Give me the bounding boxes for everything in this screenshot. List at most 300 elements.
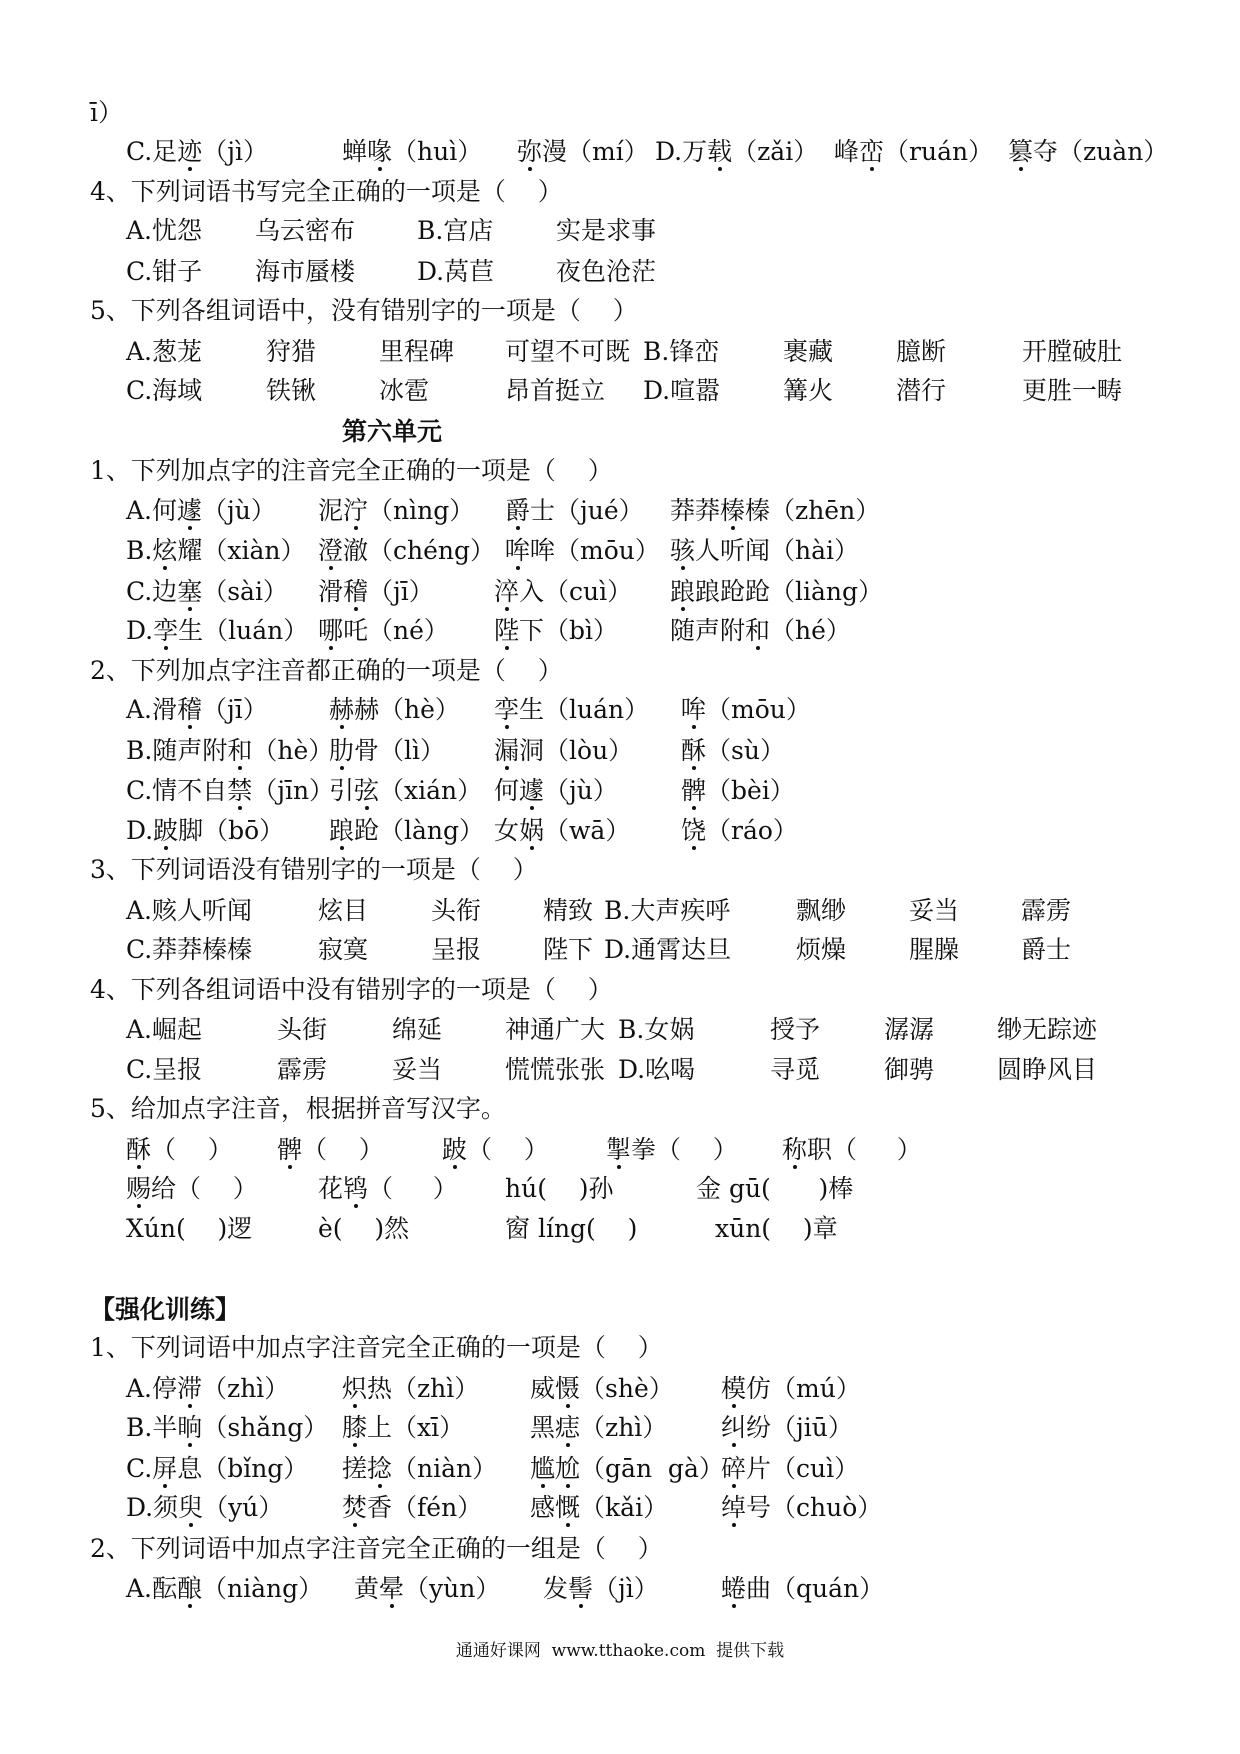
word-cell [126,776,334,806]
text-run: （bèi） [706,776,795,805]
text-run: 头衔 [431,896,482,925]
word-cell [530,1493,668,1523]
text-run: （hè） [252,736,334,765]
text-run: 寂寞 [318,935,369,964]
text-run: （nìng） [368,496,475,525]
question-stem: 2、下列词语中加点字注音完全正确的一组是（ ） [90,1534,663,1563]
text-run: B.半 [126,1413,178,1442]
word-cell [505,337,630,367]
word-cell [796,935,846,965]
dotted-char: 臾 [178,1493,204,1522]
dotted-char: 晕 [379,1574,405,1603]
text-run: 御骋 [884,1055,935,1084]
word-cell [494,695,649,725]
option-row [0,896,1240,926]
text-run: （zhì） [202,1374,290,1403]
text-run: D. [126,616,154,645]
word-cell [618,1015,694,1045]
text-run: 篝火 [783,376,834,405]
text-run: 花 [318,1174,344,1203]
text-run: 慌慌张张 [505,1055,606,1084]
option-row [0,695,1240,725]
word-cell [494,736,633,766]
option-row [0,1135,1240,1165]
text-run: 引 [329,776,355,805]
word-cell [782,1135,922,1165]
word-cell [354,1574,500,1604]
word-cell [681,816,798,846]
text-run: 入（cuì） [519,577,633,606]
text-run: A.葱茏 [126,337,203,366]
word-cell [318,1174,458,1204]
text-run: 裹藏 [783,337,834,366]
text-run: （jù） [544,776,618,805]
text-run: 潺潺 [884,1015,935,1044]
option-row [0,337,1240,367]
text-run: A.滑 [126,695,178,724]
option-row [0,776,1240,806]
question-stem: 5、下列各组词语中，没有错别字的一项是（ ） [90,296,638,325]
text-run: 拳（ ） [631,1135,738,1164]
word-cell [126,216,202,246]
text-run: 士（jué） [530,496,644,525]
text-run: 神通广大 [505,1015,606,1044]
text-run: A.忧怨 [126,216,203,245]
text-run: （ ） [467,1135,549,1164]
dotted-char: 遽 [177,496,203,525]
text-run: 发 [543,1574,569,1603]
dotted-char: 痣 [555,1413,581,1442]
word-cell [896,376,946,406]
word-cell [126,1055,202,1085]
word-cell [909,935,959,965]
text-run: 授予 [770,1015,821,1044]
text-run: （zǎi） [732,137,819,166]
text-run: （ráo） [706,816,798,845]
text-run: 感 [530,1493,556,1522]
word-cell [670,616,851,646]
word-cell [604,935,731,965]
text-run: 香（fén） [367,1493,483,1522]
word-cell [715,1214,838,1244]
word-cell [126,337,202,367]
text-run: （ruán） [884,137,994,166]
option-row [0,577,1240,607]
text-run: 狩猎 [266,337,317,366]
text-run: D.吆喝 [618,1055,696,1084]
word-cell [277,1015,327,1045]
word-cell [681,695,811,725]
text-run: 生（luán） [519,695,650,724]
word-cell [643,376,720,406]
text-run: D.莴苣 [417,257,495,286]
word-cell [126,1374,289,1404]
text-run: 烦燥 [796,935,847,964]
dotted-char: 滞 [177,1374,203,1403]
dotted-char: 鸨 [343,1174,369,1203]
word-cell [126,577,288,607]
text-run: 头街 [277,1015,328,1044]
text-run: （shè） [580,1374,674,1403]
question-stem: 1、下列加点字的注音完全正确的一项是（ ） [90,456,613,485]
text-run: （huì） [392,137,483,166]
text-run: （zhì） [580,1413,668,1442]
dotted-char: 碎 [721,1454,747,1483]
text-run: B.宫店 [417,216,494,245]
text-run: A.赅人听闻 [126,896,253,925]
text-run: 上（xī） [367,1413,465,1442]
text-run: 夜色沧茫 [556,257,657,286]
dotted-char: 篡 [1008,137,1034,166]
text-run: （jī） [368,577,434,606]
text-run: （hé） [770,616,851,645]
text-run: 铁锹 [266,376,317,405]
dotted-char: 喙 [367,137,393,166]
word-cell [606,1135,738,1165]
word-cell [517,137,649,167]
text-run: 绵延 [392,1015,443,1044]
option-row [0,935,1240,965]
word-cell [126,816,284,846]
text-run: D.喧嚣 [643,376,721,405]
word-cell [417,216,493,246]
text-run: 飘缈 [796,896,847,925]
word-cell [1021,896,1071,926]
option-row [0,376,1240,406]
option-row [0,216,1240,246]
dotted-char: 焚 [342,1493,368,1522]
word-cell [126,496,276,526]
text-run: （jì） [593,1574,659,1603]
text-run: （jī） [202,695,268,724]
text-run: （jì） [202,137,268,166]
text-run: 腥臊 [909,935,960,964]
word-cell [255,216,355,246]
text-run: 乌云密布 [255,216,356,245]
carry-over-text: ī） [90,98,123,127]
option-row [0,496,1240,526]
text-run: （niàn） [392,1454,498,1483]
text-run: 号（chuò） [746,1493,883,1522]
text-run: 寻觅 [770,1055,821,1084]
question-stem: 3、下列词语没有错别字的一项是（ ） [90,855,538,884]
word-cell [318,536,495,566]
word-cell [494,577,632,607]
text-run: 潜行 [896,376,947,405]
text-run: 爵士 [1021,935,1072,964]
dotted-char: 炫 [152,536,178,565]
text-run: （kǎi） [580,1493,669,1522]
section-title: 【强化训练】 [90,1295,241,1324]
text-run: A.停 [126,1374,178,1403]
word-cell [1021,935,1071,965]
dotted-char: 称 [782,1135,808,1164]
dotted-char: 稽 [177,695,203,724]
text-run: xūn( )章 [715,1214,838,1243]
word-cell [530,1374,674,1404]
dotted-char: 屏 [152,1454,178,1483]
text-run: 冰雹 [379,376,430,405]
text-run: 霹雳 [1021,896,1072,925]
text-run: A.崛起 [126,1015,203,1044]
text-run: 昂首挺立 [505,376,606,405]
word-cell [721,1493,882,1523]
text-run: 骨（lì） [354,736,446,765]
section-title: 第六单元 [342,417,443,446]
dotted-char: 尬 [555,1454,581,1483]
text-run: （yú） [203,1493,284,1522]
text-run: D.通霄达旦 [604,935,732,964]
word-cell [896,337,946,367]
word-cell [318,496,474,526]
text-run: （jīn） [252,776,335,805]
text-run: 臆断 [896,337,947,366]
word-cell [530,1413,667,1443]
word-cell [126,1493,283,1523]
word-cell [126,257,202,287]
dotted-char: 跛 [153,816,179,845]
word-cell [392,1015,442,1045]
word-cell [505,1015,605,1045]
text-run: （shǎng） [202,1413,329,1442]
option-row [0,1454,1240,1484]
word-cell [494,616,618,646]
word-cell [126,137,268,167]
text-run: C.海域 [126,376,203,405]
question-stem: 4、下列词语书写完全正确的一项是（ ） [90,177,563,206]
page-footer: 通通好课网 www.tthaoke.com 提供下载 [455,1641,785,1661]
text-run: 陛下 [543,935,594,964]
word-cell [318,935,368,965]
text-run: （niàng） [202,1574,324,1603]
word-cell [834,137,993,167]
text-run: 人听闻（hài） [695,536,860,565]
word-cell [392,1055,442,1085]
word-cell [783,337,833,367]
dotted-char: 掣 [606,1135,632,1164]
text-run: 澈（chéng） [343,536,496,565]
word-cell [126,616,308,646]
word-cell [884,1015,934,1045]
text-run: 给（ ） [151,1174,258,1203]
word-cell [379,337,454,367]
word-cell [329,776,482,806]
dotted-char: 哪 [318,616,344,645]
option-row [0,137,1240,167]
word-cell [494,776,618,806]
word-cell [126,1574,323,1604]
word-cell [618,1055,695,1085]
option-row [0,736,1240,766]
word-cell [329,736,445,766]
word-cell [318,577,434,607]
text-run: D.须 [126,1493,179,1522]
dotted-char: 禁 [227,776,253,805]
word-cell [126,695,268,725]
question-stem: 4、下列各组词语中没有错别字的一项是（ ） [90,975,613,1004]
text-run: C.钳子 [126,257,203,286]
option-row [0,616,1240,646]
word-cell [1008,137,1168,167]
text-run: B. [126,536,153,565]
dotted-char: 髻 [568,1574,594,1603]
text-run: Xún( )逻 [126,1214,253,1243]
dotted-char: 遽 [519,776,545,805]
option-row [0,257,1240,287]
text-run: 职（ ） [807,1135,922,1164]
word-cell [255,257,355,287]
text-run: （jù） [202,496,276,525]
word-cell [721,1574,884,1604]
text-run: （ ） [368,1174,458,1203]
text-run: （mōu） [706,695,811,724]
dotted-char: 饶 [681,816,707,845]
dotted-char: 慑 [555,1374,581,1403]
text-run: 踉跄跄（liàng） [695,577,884,606]
option-row [0,1174,1240,1204]
word-cell [431,896,481,926]
word-cell [796,896,846,926]
word-cell [379,376,429,406]
dotted-char: 赐 [126,1174,152,1203]
dotted-char: 酿 [177,1574,203,1603]
dotted-char: 踉 [329,816,355,845]
word-cell [329,695,460,725]
text-run: （yùn） [404,1574,501,1603]
text-run: A.何 [126,496,178,525]
word-cell [505,1055,605,1085]
dotted-char: 髀 [681,776,707,805]
word-cell [342,1413,464,1443]
text-run: 纷（jiū） [746,1413,853,1442]
dotted-char: 骇 [670,536,696,565]
text-run: 曲（quán） [746,1574,885,1603]
word-cell [505,1214,637,1244]
word-cell [431,935,481,965]
text-run: （sài） [202,577,288,606]
text-run: 息（bǐng） [177,1454,309,1483]
text-run: 榛（zhēn） [745,496,881,525]
word-cell [505,1174,614,1204]
text-run: 吒（né） [343,616,449,645]
word-cell [770,1055,820,1085]
word-cell [126,376,202,406]
word-cell [721,1374,861,1404]
word-cell [126,1174,258,1204]
text-run: 霹雳 [277,1055,328,1084]
text-run: C.呈报 [126,1055,203,1084]
text-run: 海市蜃楼 [255,257,356,286]
text-run: 片（cuì） [746,1454,860,1483]
dotted-char: 孪 [494,695,520,724]
dotted-char: 载 [707,137,733,166]
text-run: D. [126,816,154,845]
dotted-char: 孪 [153,616,179,645]
dotted-char: 陛 [494,616,520,645]
text-run: 女 [494,816,520,845]
word-cell [556,257,656,287]
word-cell [126,935,252,965]
word-cell [329,816,484,846]
text-run: 呈报 [431,935,482,964]
text-run: 峰 [834,137,860,166]
text-run: 莽莽 [670,496,721,525]
dotted-char: 娲 [519,816,545,845]
word-cell [997,1055,1097,1085]
word-cell [1022,376,1122,406]
text-run: （xián） [379,776,483,805]
text-run: 搓 [342,1454,368,1483]
word-cell [266,376,316,406]
text-run: C. [126,1454,153,1483]
dotted-char: 赫 [329,695,355,724]
text-run: 可望不可既 [505,337,631,366]
word-cell [505,536,660,566]
text-run: D.万 [655,137,708,166]
option-row [0,1214,1240,1244]
option-row [0,816,1240,846]
dotted-char: 酥 [126,1135,152,1164]
dotted-char: 肋 [329,736,355,765]
dotted-char: 澄 [318,536,344,565]
text-run: 黄 [354,1574,380,1603]
word-cell [681,736,785,766]
word-cell [342,1454,497,1484]
option-row [0,1015,1240,1045]
dotted-char: 和 [745,616,771,645]
dotted-char: 晌 [177,1413,203,1442]
text-run: C.莽莽榛榛 [126,935,253,964]
text-run: 下（bì） [519,616,619,645]
text-run: 赫（hè） [354,695,460,724]
text-run: C.足 [126,137,178,166]
text-run: 泥 [318,496,344,525]
question-stem: 5、给加点字注音，根据拼音写汉字。 [90,1094,506,1123]
word-cell [126,536,305,566]
dotted-char: 酥 [681,736,707,765]
text-run: （sù） [706,736,785,765]
word-cell [318,896,368,926]
text-run: B.随声附 [126,736,228,765]
text-run: B.锋峦 [643,337,720,366]
option-row [0,536,1240,566]
dotted-char: 哞 [681,695,707,724]
option-row [0,1413,1240,1443]
dotted-char: 踉 [670,577,696,606]
text-run: A.酝 [126,1574,178,1603]
dotted-char: 爵 [505,496,531,525]
dotted-char: 哞 [505,536,531,565]
text-run: B.女娲 [618,1015,695,1044]
text-run: （ ） [151,1135,233,1164]
word-cell [126,1413,328,1443]
word-cell [342,1374,479,1404]
text-run: 妥当 [392,1055,443,1084]
text-run: 精致 [543,896,594,925]
text-run: 仿（mú） [746,1374,861,1403]
dotted-char: 迹 [177,137,203,166]
word-cell [126,1214,252,1244]
word-cell [277,1135,384,1165]
text-run: 何 [494,776,520,805]
word-cell [530,1454,724,1484]
text-run: 更胜一畴 [1022,376,1123,405]
dotted-char: 榛 [720,496,746,525]
dotted-char: 蜷 [721,1574,747,1603]
text-run: 脚（bō） [178,816,285,845]
word-cell [909,896,959,926]
word-cell [126,1135,233,1165]
